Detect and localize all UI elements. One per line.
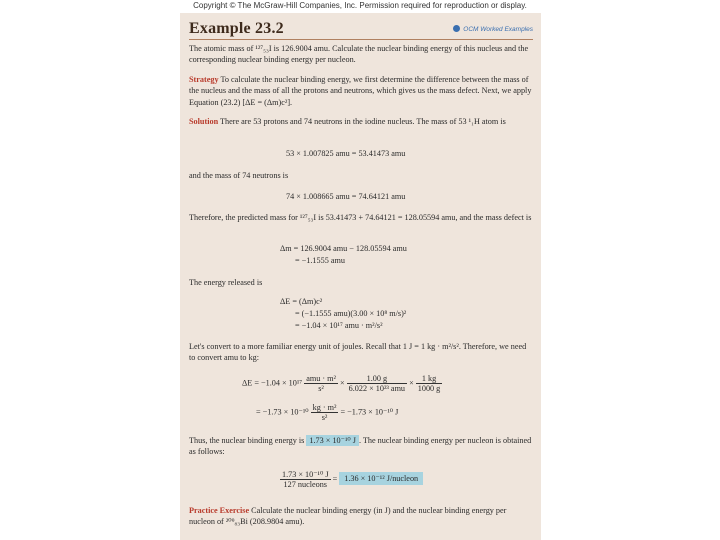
textbook-page — [180, 13, 541, 540]
joule-conversion-paragraph: Let's convert to a more familiar energy unit of joules. Recall that 1 J = 1 kg · m²/s². Therefore, we need to convert amu to kg: — [189, 342, 527, 363]
solution-text: There are 53 protons and 74 neutrons in the iodine nucleus. The mass of 53 ¹₁H atom is — [220, 117, 506, 126]
solution-paragraph — [189, 116, 533, 127]
conversion-row-2 — [256, 403, 398, 422]
practice-text: Calculate the nuclear binding energy (in J) and the nuclear binding energy per nucleon of ²⁰⁹₈₃Bi (208.9804 amu). — [189, 506, 507, 527]
fraction-amu-m2-s2: $\frac{\text{amu · m²}}{\text{s²}}$ — [306, 374, 336, 393]
problem-statement: The atomic mass of ¹²⁷₅₃I is 126.9004 amu. Calculate the nuclear binding energy of this nucleus and the corresponding nuclear binding energy per nucleon. — [189, 44, 529, 65]
per-nucleon-result-highlight: 1.36 × 10⁻¹² J/nucleon — [339, 472, 423, 485]
play-icon — [453, 25, 460, 32]
conversion-lhs: ΔE = −1.04 × 10¹⁷ — [242, 378, 303, 388]
equation-energy-result: = −1.04 × 10¹⁷ amu · m²/s² — [295, 321, 383, 330]
equation-neutrons: 74 × 1.008665 amu = 74.64121 amu — [286, 192, 406, 201]
equation-energy: ΔE = (Δm)c² — [280, 297, 323, 306]
predicted-mass-paragraph: Therefore, the predicted mass for ¹²⁷₅₃I is 53.41473 + 74.64121 = 128.05594 amu, and the mass defect is — [189, 213, 532, 222]
neutron-intro: and the mass of 74 neutrons is — [189, 171, 289, 180]
energy-released-intro: The energy released is — [189, 278, 263, 287]
equals-sign: = — [332, 474, 338, 484]
binding-energy-paragraph — [189, 435, 533, 458]
times-symbol: × — [339, 378, 345, 388]
times-symbol: × — [409, 378, 414, 388]
conversion-result-lhs: = −1.73 × 10⁻¹⁰ — [256, 407, 309, 417]
equation-protons: 53 × 1.007825 amu = 53.41473 amu — [286, 149, 406, 158]
fraction-energy-per-nucleons: $\frac{\text{1.73 × 10⁻¹⁰ J}}{\text{127 nucleons}}$ — [282, 470, 329, 489]
copyright-notice: Copyright © The McGraw-Hill Companies, Inc. Permission required for reproduction or display. — [193, 1, 527, 10]
logo-text: OCM Worked Examples — [463, 26, 533, 33]
practice-exercise-paragraph — [189, 505, 533, 528]
title-divider — [189, 39, 533, 40]
strategy-label: Strategy — [189, 75, 219, 84]
strategy-paragraph — [189, 74, 533, 108]
fraction-kg-per-g: $\frac{1 kg}{1000 g}$ — [417, 374, 441, 393]
practice-label: Practice Exercise — [189, 506, 250, 515]
equation-energy-step: = (−1.1555 amu)(3.00 × 10⁸ m/s)² — [295, 309, 407, 318]
strategy-text: To calculate the nuclear binding energy, we first determine the difference between the mass of the nucleus and the mass of all the protons and neutrons, which gives us the mass defect. Next, we apply Equation (23.2) [ΔE = (Δm)c²]. — [189, 75, 532, 107]
fraction-g-per-amu: $\frac{1.00 g}{\text{6.022 × 10²³ amu}}$ — [348, 374, 406, 393]
binding-energy-highlight: 1.73 × 10⁻¹⁰ J — [306, 435, 359, 446]
conversion-result-rhs: = −1.73 × 10⁻¹⁰ J — [340, 407, 399, 417]
conversion-row-1 — [242, 374, 442, 393]
equation-mass-defect-result: = −1.1555 amu — [295, 256, 345, 265]
example-title: Example 23.2 — [189, 20, 284, 37]
binding-energy-text-b: . The nuclear binding energy per nucleon is obtained as follows: — [189, 436, 532, 457]
fraction-kg-m2-s2: $\frac{\text{kg · m²}}{\text{s²}}$ — [312, 403, 337, 422]
solution-label: Solution — [189, 117, 219, 126]
per-nucleon-equation — [280, 470, 423, 489]
binding-energy-text-a: Thus, the nuclear binding energy is — [189, 436, 305, 445]
worked-examples-logo — [453, 25, 533, 33]
equation-mass-defect: Δm = 126.9004 amu − 128.05594 amu — [280, 244, 407, 253]
